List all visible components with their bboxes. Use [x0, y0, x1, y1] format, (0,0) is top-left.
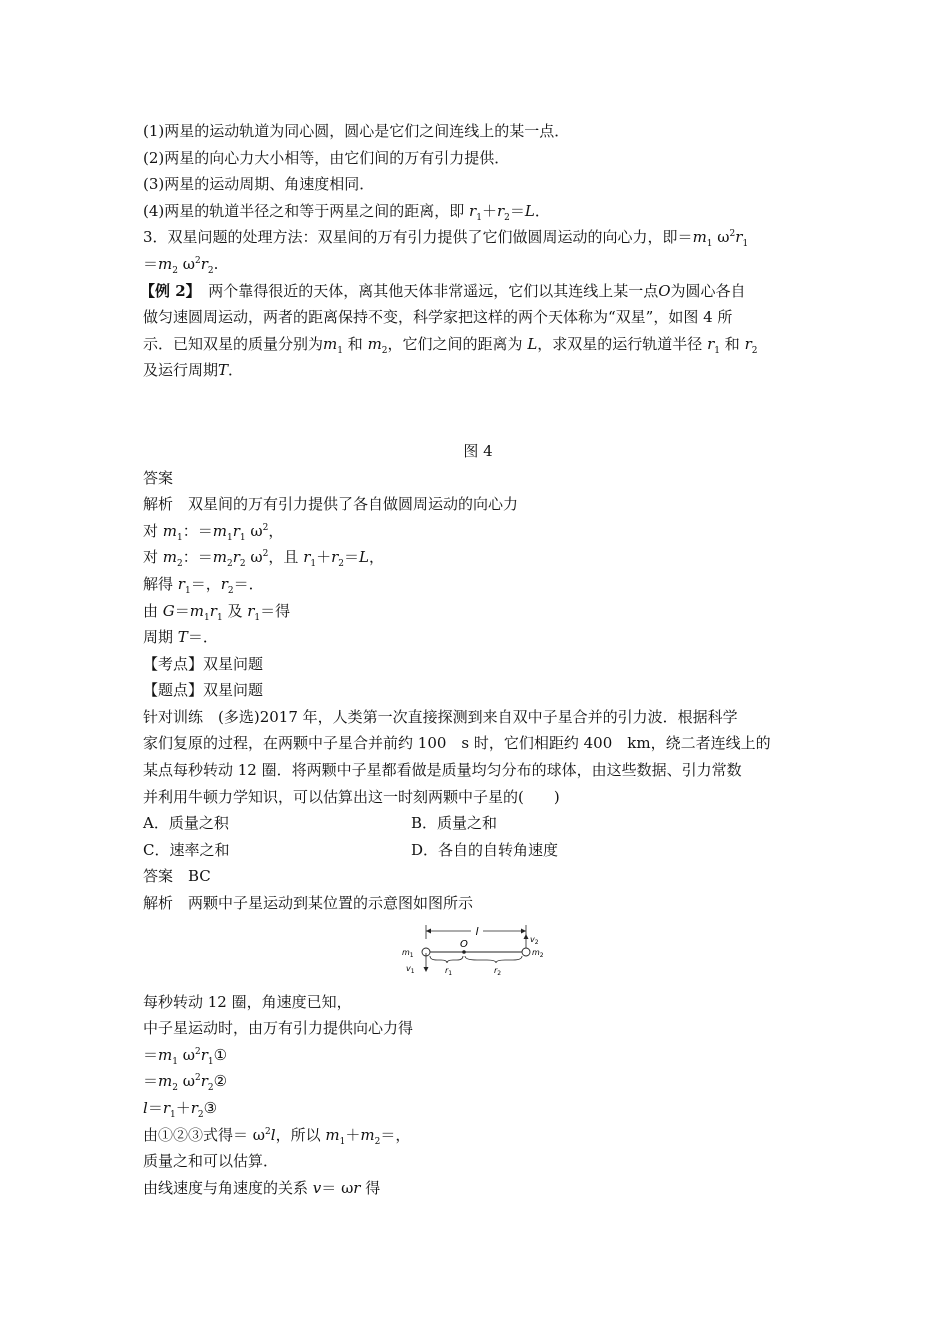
- figure-space: [143, 384, 813, 438]
- text-line: $=m_2$ $\omega^2r_2$.: [143, 254, 219, 276]
- option-d: D．各自的自转角速度: [411, 840, 559, 859]
- text-line: 对 $m_1$：$=m_1r_1$ $\omega^2$，: [143, 521, 284, 543]
- example-tag: 【例 2】: [140, 281, 194, 300]
- text-line: 由线速度与角速度的关系 v＝ ωr 得: [143, 1178, 381, 1197]
- example-line: 做匀速圆周运动，两者的距离保持不变，科学家把这样的两个天体称为“双星”，如图 4 所: [143, 308, 733, 327]
- center-label: O: [460, 938, 468, 950]
- text-line: 周期 T＝．: [143, 628, 218, 647]
- equation-line: $=m_2$ $\omega^2r_2②$: [143, 1072, 228, 1094]
- exercise-line: 某点每秒转动 12 圈．将两颗中子星都看做是质量均匀分布的球体，由这些数据、引力常数: [143, 761, 742, 780]
- figure-caption: 图 4: [463, 441, 493, 460]
- answer-line: 答案 BC: [143, 867, 211, 886]
- example-line: 及运行周期T．: [143, 361, 244, 380]
- diagram-svg: [401, 919, 551, 987]
- star-m2: [522, 948, 530, 956]
- analysis-line: 解析 双星间的万有引力提供了各自做圆周运动的向心力: [143, 495, 519, 514]
- r1-label: $r_1$: [445, 965, 453, 977]
- answer-label: 答案: [143, 468, 174, 487]
- option-b: B．质量之和: [411, 814, 498, 833]
- text-line: 解得 $r_1=$，$r_2=$．: [143, 574, 264, 596]
- option-a: A．质量之积: [143, 814, 229, 833]
- m2-label: $m_2$: [532, 947, 544, 959]
- text-line: 由 $G=m_1r_1$ 及 $r_1=$得: [143, 601, 291, 623]
- exercise-line: 并利用牛顿力学知识，可以估算出这一时刻两颗中子星的( ): [143, 787, 560, 806]
- options-row: [143, 810, 813, 837]
- document-page: [140, 118, 813, 1201]
- binary-star-diagram: [143, 917, 813, 989]
- equation-line: $l=r_1+r_2③$: [143, 1099, 218, 1120]
- option-c: C．速率之和: [143, 840, 230, 859]
- text-line: 中子星运动时，由万有引力提供向心力得: [143, 1019, 414, 1038]
- distance-label: l: [475, 924, 479, 938]
- exercise-line: 针对训练 (多选)2017 年，人类第一次直接探测到来自双中子星合并的引力波．根据科学: [143, 707, 738, 726]
- question-point: 【题点】双星问题: [143, 681, 264, 700]
- text-line: (3)两星的运动周期、角速度相同．: [143, 175, 375, 194]
- text-line: (1)两星的运动轨道为同心圆，圆心是它们之间连线上的某一点．: [143, 122, 570, 140]
- equation-line: $=m_1$ $\omega^2r_1①$: [143, 1045, 228, 1067]
- text-line: 每秒转动 12 圈，角速度已知，: [143, 992, 352, 1011]
- r2-label: $r_2$: [494, 965, 502, 977]
- center-point: [462, 950, 466, 954]
- text-line: 质量之和可以估算．: [143, 1152, 279, 1171]
- text-line: 对 $m_2$：$=m_2r_2$ $\omega^2$，且 $r_1+r_2=L$，: [143, 548, 385, 570]
- text-line: (2)两星的向心力大小相等，由它们间的万有引力提供．: [143, 148, 510, 167]
- m1-label: $m_1$: [402, 947, 414, 959]
- options-row: [143, 837, 813, 864]
- v2-label: $v_2$: [530, 934, 539, 946]
- text-line: (4)两星的轨道半径之和等于两星之间的距离，即 $r_1+r_2=L$．: [143, 201, 550, 223]
- exercise-line: 家们复原的过程，在两颗中子星合并前约 100 s 时，它们相距约 400 km，绕二者连线上的: [143, 734, 771, 753]
- analysis-line: 解析 两颗中子星运动到某位置的示意图如图所示: [143, 894, 474, 913]
- example-line: 【例 2】 两个靠得很近的天体，离其他天体非常遥远，它们以其连线上某一点O为圆心各自: [140, 281, 746, 300]
- knowledge-point: 【考点】双星问题: [143, 654, 264, 673]
- example-line: 示．已知双星的质量分别为$m_1$ 和 $m_2$，它们之间的距离为 L，求双星的运行轨道半径 $r_1$ 和 $r_2$: [143, 334, 758, 356]
- v1-label: $v_1$: [406, 963, 415, 975]
- text-line: 3．双星问题的处理方法：双星间的万有引力提供了它们做圆周运动的向心力，即$=m_1$ $\omega^2r_1$: [143, 228, 749, 250]
- equation-line: 由①②③式得＝ $\omega^2l$，所以 $m_1+m_2=$，: [143, 1125, 411, 1147]
